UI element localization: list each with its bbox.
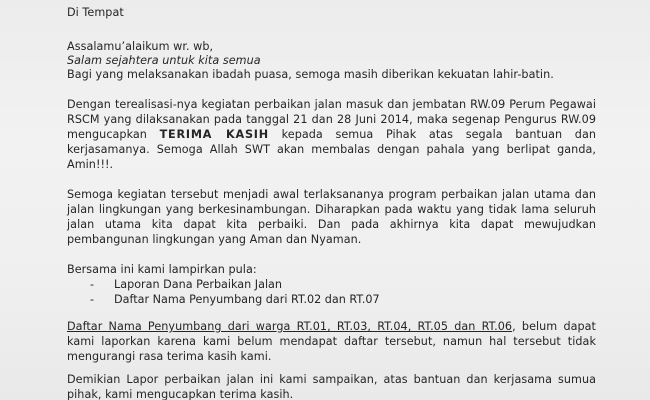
list-dash: - xyxy=(90,278,95,291)
terima-kasih-emphasis: TERIMA KASIH xyxy=(159,128,269,141)
attachment-item xyxy=(90,292,380,307)
p1-line-1: Dengan terealisasi-nya kegiatan perbaikan jalan masuk dan jembatan RW.09 Perum Pegawai xyxy=(67,98,596,111)
attachments-intro: Bersama ini kami lampirkan pula: xyxy=(67,263,257,276)
list-dash: - xyxy=(90,293,95,306)
p2-line-3: jalan utama kita dapat kita perbaiki. Dan pada akhirnya kita dapat mewujudkan xyxy=(67,218,596,231)
greeting-line: Assalamu’alaikum wr. wb, xyxy=(67,40,214,53)
p1-line-5: Amin!!!. xyxy=(67,158,114,171)
p2-line-1: Semoga kegiatan tersebut menjadi awal terlaksananya program perbaikan jalan utama dan xyxy=(67,188,596,201)
p3-line-3: mengurangi rasa terima kasih kami. xyxy=(67,350,272,363)
p1-line-2: RSCM yang dilaksanakan pada tanggal 21 dan 28 Juni 2014, maka segenap Pengurus RW.09 xyxy=(67,113,596,126)
ramadan-line: Bagi yang melaksanakan ibadah puasa, semoga masih diberikan kekuatan lahir-batin. xyxy=(67,68,554,81)
p1-line-4: kerjasamanya. Semoga Allah SWT akan membalas dengan pahala yang berlipat ganda, xyxy=(67,143,596,156)
p1-line-3-after: kepada semua Pihak atas segala bantuan dan xyxy=(268,128,597,141)
p2-line-2: jalan lingkungan yang berkesinambungan. Diharapkan pada waktu yang tidak lama seluruh xyxy=(67,203,596,216)
p3-line-2: kami laporkan karena kami belum mendapat daftar tersebut, namun hal tersebut tidak xyxy=(67,335,596,348)
address-line: Di Tempat xyxy=(67,6,124,19)
p1-line-3 xyxy=(67,127,596,142)
p3-line-1 xyxy=(67,319,596,334)
p4-line-1: Demikian Lapor perbaikan jalan ini kami sampaikan, atas bantuan dan kerjasama sumua xyxy=(67,373,596,386)
p1-line-3-before: mengucapkan xyxy=(67,128,160,141)
p2-line-4: pembangunan lingkungan yang Aman dan Nyaman. xyxy=(67,233,362,246)
donor-list-underlined: Daftar Nama Penyumbang dari warga RT.01, RT.03, RT.04, RT.05 dan RT.06 xyxy=(67,320,513,333)
p4-line-2: pihak, kami mengucapkan terima kasih. xyxy=(67,388,294,400)
attachment-label: Laporan Dana Perbaikan Jalan xyxy=(114,278,282,291)
salam-line: Salam sejahtera untuk kita semua xyxy=(67,54,261,67)
p3-line-1-after: , belum dapat xyxy=(512,320,596,333)
attachment-label: Daftar Nama Penyumbang dari RT.02 dan RT.07 xyxy=(114,293,380,306)
attachment-item xyxy=(90,277,282,292)
